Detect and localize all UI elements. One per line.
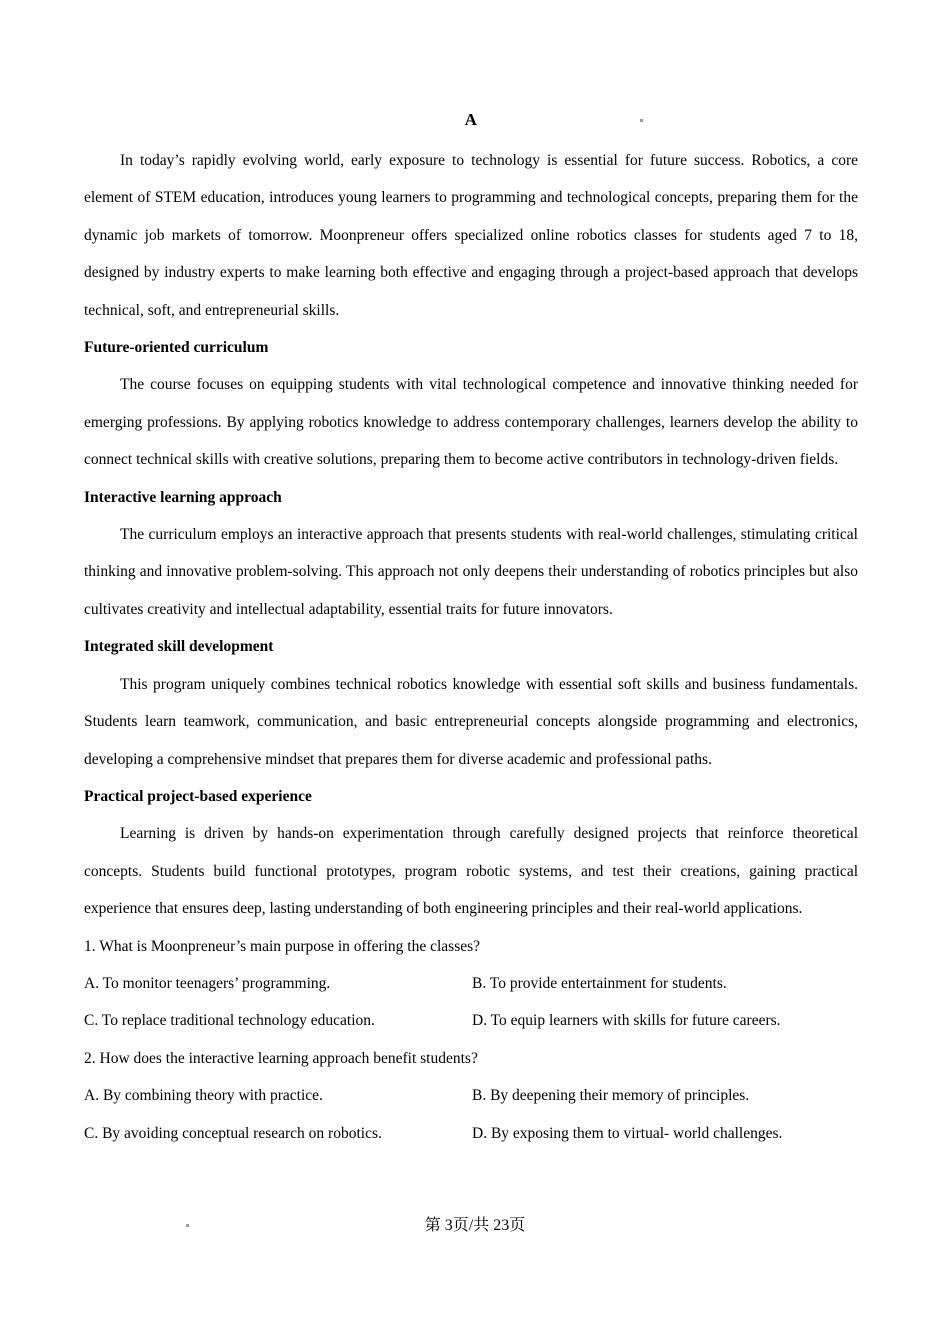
question-2-stem: 2. How does the interactive learning approach benefit students? xyxy=(84,1049,478,1067)
question-2-option-a[interactable]: A. By combining theory with practice. xyxy=(84,1087,323,1105)
paragraph-future-oriented-curriculum: The course focuses on equipping students with vital technological competence and innovative thinking needed for emerging professions. By applying robotics knowledge to address contemporary challenges, learners develop the ability to connect technical skills with creative solutions, preparing them to become active contributors in technology-driven fields. xyxy=(84,376,858,469)
question-2-options-row-1 xyxy=(84,1077,858,1114)
question-2-options-row-2 xyxy=(84,1115,858,1152)
page-number-indicator: 第 3页/共 23页 xyxy=(424,1217,526,1234)
question-1-option-c[interactable]: C. To replace traditional technology education. xyxy=(84,1012,375,1030)
intro-paragraph: In today’s rapidly evolving world, early exposure to technology is essential for future success. Robotics, a core element of STEM education, introduces young learners to programming and technological concepts, preparing them for the dynamic job markets of tomorrow. Moonpreneur offers specialized online robotics classes for students aged 7 to 18, designed by industry experts to make learning both effective and engaging through a project-based approach that develops technical, soft, and entrepreneurial skills. xyxy=(84,152,858,319)
question-1-stem: 1. What is Moonpreneur’s main purpose in offering the classes? xyxy=(84,937,481,955)
paragraph-integrated-skill-development: This program uniquely combines technical robotics knowledge with essential soft skills and business fundamentals. Students learn teamwork, communication, and basic entrepreneurial concepts alongside programming and electronics, developing a comprehensive mindset that prepares them for diverse academic and professional paths. xyxy=(84,675,858,768)
question-1-options-row-2 xyxy=(84,1002,858,1039)
question-1-options-row-1 xyxy=(84,965,858,1002)
question-1-option-a[interactable]: A. To monitor teenagers’ programming. xyxy=(84,974,331,992)
page-footer xyxy=(0,1214,950,1238)
subheading-future-oriented-curriculum: Future-oriented curriculum xyxy=(84,339,269,357)
question-1-option-d[interactable]: D. To equip learners with skills for future careers. xyxy=(472,1012,781,1030)
question-2 xyxy=(84,1040,858,1152)
paragraph-practical-project-based-experience: Learning is driven by hands-on experimentation through carefully designed projects that reinforce theoretical concepts. Students build functional prototypes, program robotic systems, and test their creations, gaining practical experience that ensures deep, lasting understanding of both engineering principles and their real-world applications. xyxy=(84,825,858,918)
question-2-option-c[interactable]: C. By avoiding conceptual research on robotics. xyxy=(84,1124,382,1142)
question-1-option-b[interactable]: B. To provide entertainment for students. xyxy=(472,974,727,992)
subheading-practical-project-based-experience: Practical project-based experience xyxy=(84,787,312,805)
page-content xyxy=(84,108,858,1152)
section-label-a: A xyxy=(464,110,478,129)
question-2-option-d[interactable]: D. By exposing them to virtual- world challenges. xyxy=(472,1124,783,1142)
subheading-interactive-learning-approach: Interactive learning approach xyxy=(84,488,282,506)
paragraph-interactive-learning-approach: The curriculum employs an interactive approach that presents students with real-world challenges, stimulating critical thinking and innovative problem-solving. This approach not only deepens their understanding of robotics principles but also cultivates creativity and intellectual adaptability, essential traits for future innovators. xyxy=(84,526,858,618)
question-2-option-b[interactable]: B. By deepening their memory of principles. xyxy=(472,1087,750,1105)
question-1 xyxy=(84,928,858,1040)
subheading-integrated-skill-development: Integrated skill development xyxy=(84,638,274,656)
